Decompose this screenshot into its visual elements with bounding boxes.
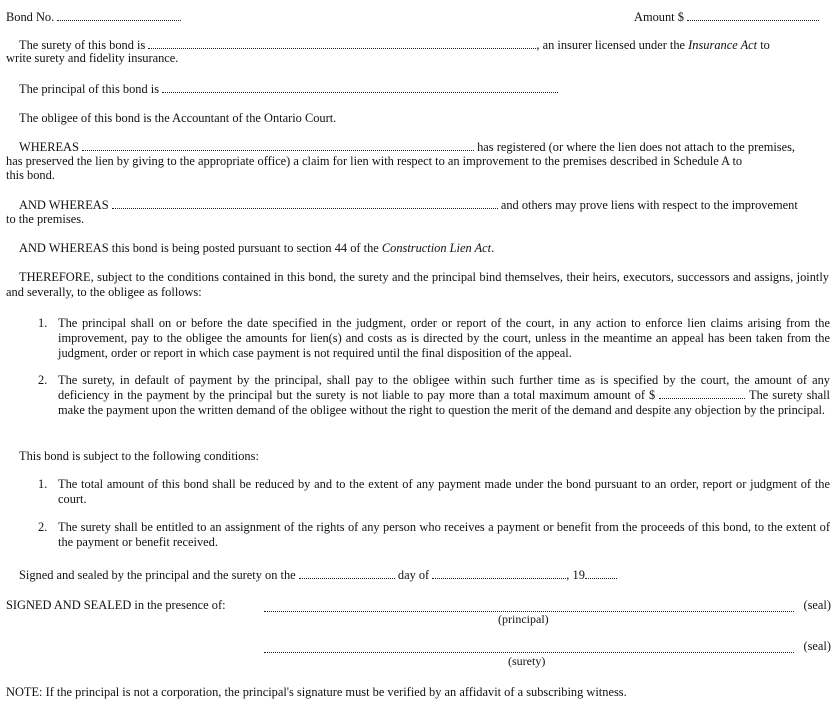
surety-line-2: write surety and fidelity insurance.: [6, 51, 179, 65]
and-whereas-blank: [112, 198, 498, 209]
and-whereas-rest: and others may prove liens with respect to the improvement: [500, 198, 798, 212]
obligee-line: The obligee of this bond is the Accountant of the Ontario Court.: [19, 111, 337, 125]
principal-line: [19, 82, 558, 97]
bond-number-blank: [57, 10, 181, 21]
amount-blank: [687, 10, 819, 21]
whereas-line-3: this bond.: [6, 168, 55, 182]
whereas-line-2: has preserved the lien by giving to the appropriate office) a claim for lien with respect to an improvement to the premises described in Schedule A to: [6, 154, 743, 168]
amount-label: Amount $: [634, 10, 684, 24]
posted-end: .: [491, 241, 495, 255]
obligation-2-text-b: The surety shall make the payment upon the written demand of the obligee without the right to question the merit of the demand and despite any objection by the principal.: [58, 388, 830, 417]
obligation-1-number: 1.: [38, 316, 48, 330]
bond-number-label: Bond No.: [6, 10, 55, 24]
surety-seal: (seal): [803, 639, 831, 653]
signed-year-prefix: , 19: [566, 568, 585, 582]
whereas-blank: [82, 140, 474, 151]
signed-day-blank: [299, 568, 395, 579]
signed-month-blank: [432, 568, 566, 579]
principal-prefix: The principal of this bond is: [19, 82, 160, 96]
signed-text: Signed and sealed by the principal and the surety on the: [19, 568, 296, 582]
principal-seal: (seal): [803, 598, 831, 612]
surety-suffix: , an insurer licensed under the: [536, 38, 689, 52]
surety-signature-line: [264, 642, 794, 653]
bond-number-line: [6, 10, 181, 25]
obligation-2-number: 2.: [38, 373, 48, 387]
surety-blank: [148, 38, 536, 49]
maximum-amount-blank: [659, 388, 745, 399]
amount-line: [634, 10, 819, 25]
signed-day-of: day of: [397, 568, 430, 582]
construction-lien-act: Construction Lien Act: [381, 241, 492, 255]
whereas-line: [19, 140, 795, 155]
surety-suffix-end: to: [757, 38, 770, 52]
and-whereas-line-2: to the premises.: [6, 212, 85, 226]
and-whereas-label: AND WHEREAS: [19, 198, 109, 212]
and-whereas-line: [19, 198, 798, 213]
obligation-2-text: [58, 373, 830, 418]
principal-blank: [162, 82, 558, 93]
principal-signature-line: [264, 601, 794, 612]
posted-line: [19, 241, 494, 256]
note-line: NOTE: If the principal is not a corporation, the principal's signature must be verified by an affidavit of a subscribing witness.: [6, 685, 627, 699]
principal-caption: (principal): [498, 612, 549, 626]
therefore-paragraph: THEREFORE, subject to the conditions contained in this bond, the surety and the principal bind themselves, their heirs, executors, successors and assigns, jointly and severally, to the obligee as follows:: [6, 270, 829, 299]
signed-date-line: [19, 568, 617, 583]
obligation-2-text-a: The surety, in default of payment by the principal, shall pay to the obligee within such further time as is specified by the court, the amount of any deficiency in the payment by the principal but the surety is not liable to pay more than a total maximum amount of $: [58, 373, 830, 402]
posted-text: AND WHEREAS this bond is being posted pursuant to section 44 of the: [19, 241, 382, 255]
condition-2-text: The surety shall be entitled to an assignment of the rights of any person who receives a payment or benefit from the proceeds of this bond, to the extent of the payment or benefit received.: [58, 520, 830, 549]
insurance-act: Insurance Act: [688, 38, 758, 52]
signed-sealed-label: SIGNED AND SEALED in the presence of:: [6, 598, 226, 612]
condition-1-number: 1.: [38, 477, 48, 491]
condition-2-number: 2.: [38, 520, 48, 534]
obligation-1-text: The principal shall on or before the date specified in the judgment, order or report of the court, in any action to enforce lien claims arising from the improvement, pay to the obligee the amounts for lien(s) and costs as is directed by the court, unless in the meantime an appeal has been taken from the judgment, order or report in which case payment is not required until the final disposition of the appeal.: [58, 316, 830, 360]
whereas-rest: has registered (or where the lien does not attach to the premises,: [477, 140, 796, 154]
condition-1-text: The total amount of this bond shall be reduced by and to the extent of any payment made under the bond pursuant to an order, report or judgment of the court.: [58, 477, 830, 506]
conditions-intro: This bond is subject to the following conditions:: [19, 449, 259, 463]
surety-prefix: The surety of this bond is: [19, 38, 146, 52]
whereas-label: WHEREAS: [19, 140, 79, 154]
surety-caption: (surety): [508, 654, 546, 668]
signed-year-blank: [585, 568, 617, 579]
